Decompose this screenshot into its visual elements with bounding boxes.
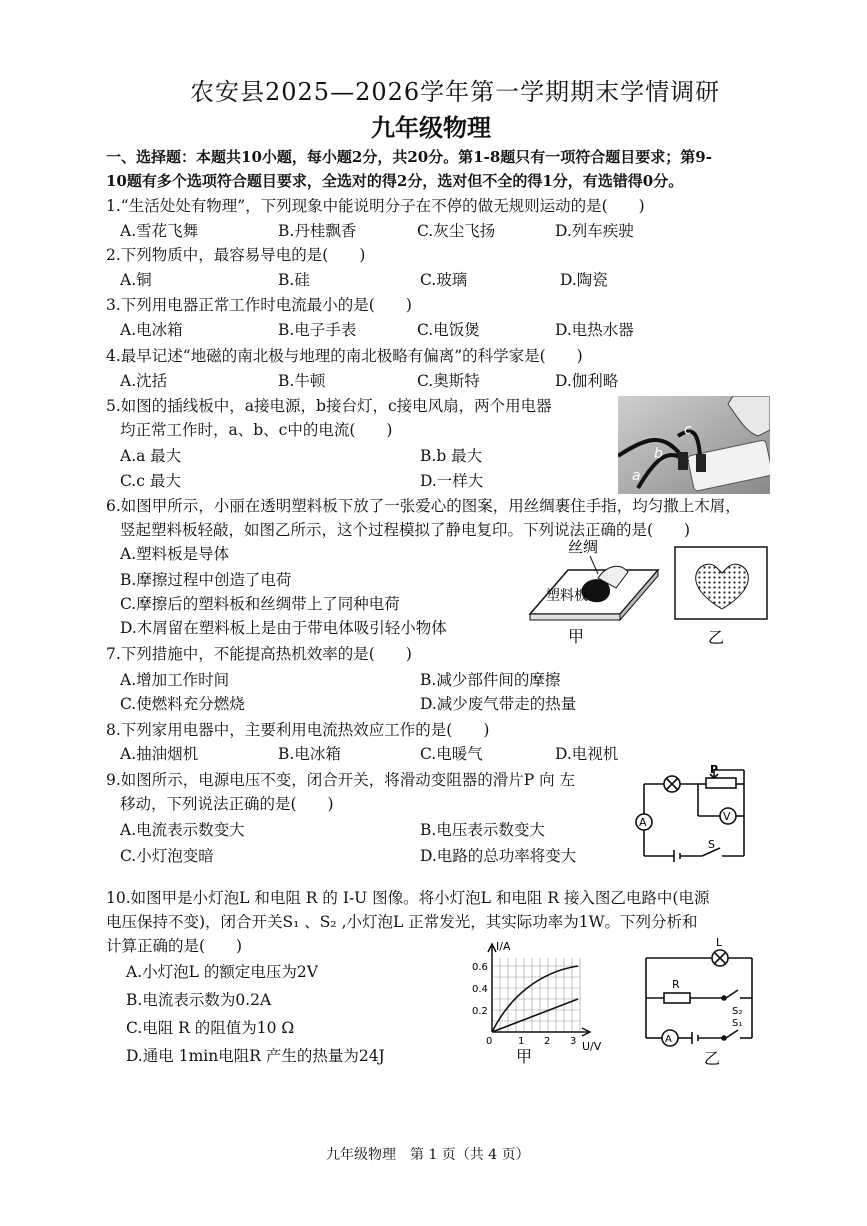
question-6-option-d: D.木屑留在塑料板上是由于带电体吸引轻小物体 [120, 619, 447, 637]
label-a: a [632, 468, 641, 484]
section-instructions-line1: 一、选择题：本题共10小题，每小题2分，共20分。第1-8题只有一项符合题目要求；第9- [106, 148, 712, 166]
figure-6a-plastic-board [524, 538, 664, 646]
question-7-option-a: A.增加工作时间 [120, 671, 230, 689]
question-10-option-b: B.电流表示数为0.2A [126, 991, 272, 1009]
circuit-caption: 乙 [704, 1049, 721, 1066]
y-tick-0.4: 0.4 [472, 984, 488, 995]
question-7-option-b: B.减少部件间的摩擦 [420, 671, 561, 689]
question-6-option-c: C.摩擦后的塑料板和丝绸带上了同种电荷 [120, 595, 400, 613]
question-5-option-b: B.b 最大 [420, 447, 483, 465]
question-3-stem: 3.下列用电器正常工作时电流最小的是( ) [106, 296, 412, 314]
label-b: b [654, 446, 663, 462]
question-9-option-d: D.电路的总功率将变大 [420, 847, 577, 865]
label-c: c [684, 422, 692, 438]
question-8-option-d: D.电视机 [555, 745, 619, 763]
question-3-option-b: B.电子手表 [278, 321, 357, 339]
y-tick-0.2: 0.2 [472, 1006, 488, 1017]
figure-6a-caption: 甲 [568, 627, 585, 646]
figure-6b-caption: 乙 [708, 628, 725, 647]
question-8-option-b: B.电冰箱 [278, 745, 341, 763]
x-tick-3: 3 [570, 1036, 577, 1047]
circuit-diagram-q10 [634, 932, 764, 1066]
question-8-stem: 8.下列家用电器中，主要利用电流热效应工作的是( ) [106, 721, 490, 739]
ammeter-label-a: A [665, 1034, 672, 1045]
switch-label: S [708, 838, 715, 851]
exam-title: 农安县2025—2026学年第一学期期末学情调研 [190, 78, 721, 106]
question-6-option-a: A.塑料板是导体 [120, 545, 230, 563]
resistor-label-r: R [672, 978, 680, 991]
question-4-option-c: C.奥斯特 [417, 372, 480, 390]
question-9-stem-line2: 移动，下列说法正确的是( ) [120, 795, 334, 813]
question-3-option-c: C.电饭煲 [417, 321, 480, 339]
question-5-option-a: A.a 最大 [120, 447, 182, 465]
question-2-option-a: A.铜 [120, 271, 152, 289]
ammeter-label: A [639, 816, 647, 829]
question-2-option-d: D.陶瓷 [560, 271, 608, 289]
question-7-option-c: C.使燃料充分燃烧 [120, 695, 245, 713]
question-6-option-b: B.摩擦过程中创造了电荷 [120, 571, 292, 589]
graph-caption: 甲 [516, 1047, 533, 1066]
figure-6b-heart [672, 545, 772, 647]
x-tick-0: 0 [486, 1036, 493, 1047]
question-9-option-b: B.电压表示数变大 [420, 821, 545, 839]
question-9-stem-line1: 9.如图所示，电源电压不变，闭合开关，将滑动变阻器的滑片P 向 左 [106, 771, 576, 789]
question-4-stem: 4.最早记述“地磁的南北极与地理的南北极略有偏离”的科学家是( ) [106, 347, 583, 365]
question-7-option-d: D.减少废气带走的热量 [420, 695, 577, 713]
question-2-option-b: B.硅 [278, 271, 310, 289]
board-label: 塑料板 [546, 588, 588, 604]
x-axis-label: U/V [582, 1040, 602, 1053]
switch-label-s1: S₁ [732, 1018, 743, 1029]
y-axis-label: I/A [496, 940, 511, 953]
x-tick-1: 1 [518, 1036, 525, 1047]
question-1-option-c: C.灰尘飞扬 [417, 222, 496, 240]
question-8-option-a: A.抽油烟机 [120, 745, 199, 763]
section-instructions-line2: 10题有多个选项符合题目要求，全选对的得2分，选对但不全的得1分，有选错得0分。 [106, 172, 684, 190]
iu-graph [470, 936, 610, 1066]
question-10-stem-line2: 电压保持不变)，闭合开关S₁ 、S₂ ,小灯泡L 正常发光，其实际功率为1W。下列分析和 [106, 913, 698, 931]
question-4-option-a: A.沈括 [120, 372, 168, 390]
lamp-label-l: L [716, 936, 723, 949]
question-6-stem-line1: 6.如图甲所示，小丽在透明塑料板下放了一张爱心的图案，用丝绸裹住手指，均匀撒上木屑， [106, 497, 741, 515]
power-strip-photo [618, 396, 770, 494]
question-10-option-d: D.通电 1min电阻R 产生的热量为24J [126, 1047, 385, 1065]
question-7-stem: 7.下列措施中，不能提高热机效率的是( ) [106, 645, 412, 663]
question-5-stem-line2: 均正常工作时，a、b、c中的电流( ) [120, 421, 393, 439]
question-1-option-d: D.列车疾驶 [555, 222, 634, 240]
question-1-option-b: B.丹桂飘香 [278, 222, 357, 240]
circuit-diagram-q9 [626, 764, 756, 862]
question-9-option-c: C.小灯泡变暗 [120, 847, 214, 865]
question-5-option-d: D.一样大 [420, 472, 484, 490]
question-4-option-b: B.牛顿 [278, 372, 326, 390]
silk-label: 丝绸 [568, 538, 599, 556]
page-footer: 九年级物理 第 1 页（共 4 页） [326, 1147, 530, 1163]
question-9-option-a: A.电流表示数变大 [120, 821, 245, 839]
y-tick-0.6: 0.6 [472, 962, 488, 973]
voltmeter-label: V [723, 810, 731, 823]
question-5-stem-line1: 5.如图的插线板中，a接电源，b接台灯，c接电风扇，两个用电器 [106, 397, 552, 415]
question-5-option-c: C.c 最大 [120, 472, 181, 490]
question-8-option-c: C.电暖气 [420, 745, 483, 763]
question-3-option-d: D.电热水器 [555, 321, 634, 339]
subject-title: 九年级物理 [371, 113, 491, 142]
question-10-option-a: A.小灯泡L 的额定电压为2V [126, 963, 318, 981]
slider-label-p: P [710, 764, 719, 776]
question-10-stem-line1: 10.如图甲是小灯泡L 和电阻 R 的 I-U 图像。将小灯泡L 和电阻 R 接入图乙电路中(电源 [106, 889, 710, 907]
question-10-stem-line3: 计算正确的是( ) [106, 937, 243, 955]
question-10-option-c: C.电阻 R 的阻值为10 Ω [126, 1019, 295, 1037]
question-1-option-a: A.雪花飞舞 [120, 222, 199, 240]
question-4-option-d: D.伽利略 [555, 372, 619, 390]
question-2-stem: 2.下列物质中，最容易导电的是( ) [106, 246, 366, 264]
switch-label-s2: S₂ [732, 1006, 743, 1017]
question-6-stem-line2: 竖起塑料板轻敲，如图乙所示，这个过程模拟了静电复印。下列说法正确的是( ) [120, 521, 691, 539]
x-tick-2: 2 [544, 1036, 551, 1047]
question-3-option-a: A.电冰箱 [120, 321, 183, 339]
question-2-option-c: C.玻璃 [420, 271, 468, 289]
question-1-stem: 1.“生活处处有物理”，下列现象中能说明分子在不停的做无规则运动的是( ) [106, 197, 645, 215]
